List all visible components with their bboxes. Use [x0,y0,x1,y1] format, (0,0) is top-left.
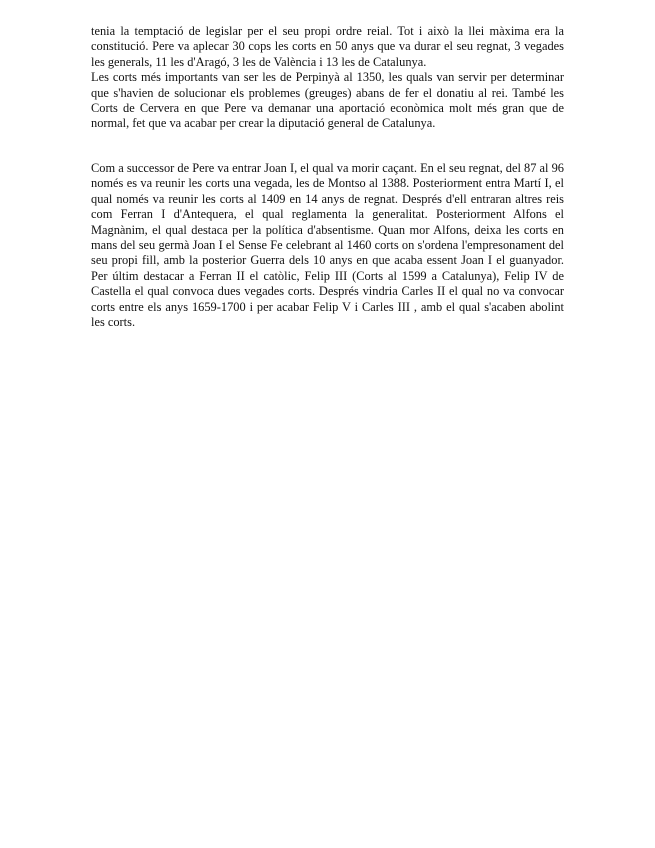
paragraph-block-2: Com a successor de Pere va entrar Joan I, el qual va morir caçant. En el seu regnat, del 87 al 96 només es va reunir les corts una vegada, les de Montso al 1388. Posteriorment entra Martí I, el qual només va reunir les corts al 1409 en 14 anys de regnat. Després d'ell entraran altres reis com Ferran I d'Antequera, el qual reglamenta la generalitat. Posteriorment Alfons el Magnànim, el qual destaca per la política d'absentisme. Quan mor Alfons, deixa les corts en mans del seu germà Joan I el Sense Fe celebrant al 1460 corts on s'ordena l'empresonament del seu propi fill, amb la posterior Guerra dels 10 anys en que acaba essent Joan I el guanyador. Per últim destacar a Ferran II el catòlic, Felip III (Corts al 1599 a Catalunya), Felip IV de Castella el qual convoca dues vegades corts. Després vindria Carles II el qual no va convocar corts entre els anys 1659-1700 i per acabar Felip V i Carles III , amb el qual s'acaben abolint les corts. [91,161,564,330]
paragraph-block-1: tenia la temptació de legislar per el seu propi ordre reial. Tot i això la llei màxima era la constitució. Pere va aplecar 30 cops les corts en 50 anys que va durar el seu regnat, 3 vegades les generals, 11 les d'Aragó, 3 les de València i 13 les de Catalunya. Les corts més importants van ser les de Perpinyà al 1350, les quals van servir per determinar que s'havien de solucionar els problemes (greuges) abans de fer el donatiu al rei. També les Corts de Cervera en que Pere va demanar una aportació econòmica molt més gran que de normal, fet que va acabar per crear la diputació general de Catalunya. [91,24,564,131]
